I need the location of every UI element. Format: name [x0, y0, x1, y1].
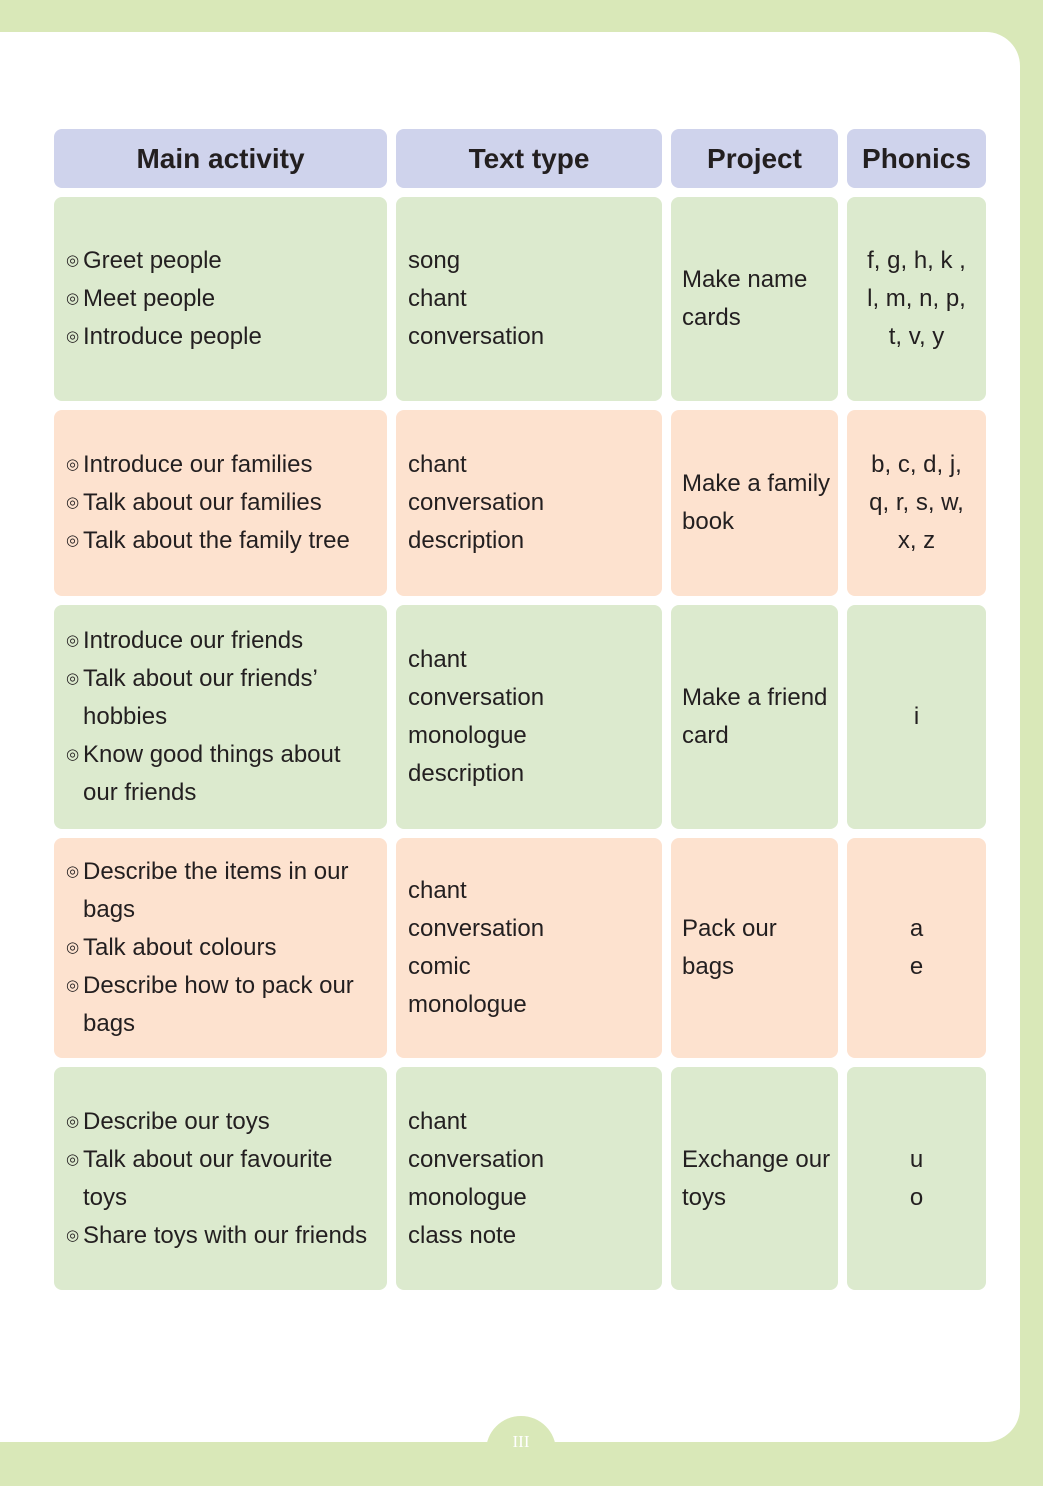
project-line: Pack our bags — [682, 915, 777, 980]
activity-item — [66, 522, 381, 560]
activity-text: Introduce our friends — [83, 627, 304, 654]
text-type-item: chant — [408, 877, 467, 904]
project-line: Exchange our — [682, 1145, 831, 1173]
text-type-item: chant — [408, 285, 467, 312]
activity-text: Talk about our favourite toys — [83, 1145, 333, 1211]
phonics-cell — [847, 838, 986, 1058]
activity-cell — [54, 197, 387, 401]
activity-text: Know good things about our friends — [83, 741, 341, 806]
phonics-cell — [847, 410, 986, 596]
text-type-item: song — [408, 247, 461, 274]
activity-text: Share toys with our friends — [83, 1221, 368, 1249]
project-line: card — [682, 722, 729, 749]
activity-item — [66, 622, 381, 660]
project-line: Make a family — [682, 470, 831, 497]
bullet-icon: ◎ — [66, 632, 80, 649]
header-text-type: Text type — [396, 129, 662, 188]
phonics-line: o — [909, 1183, 924, 1211]
project-cell — [671, 1067, 838, 1290]
text-type-item: description — [408, 760, 525, 787]
activity-item — [66, 484, 381, 522]
phonics-line: q, r, s, w, — [869, 489, 964, 516]
header-main-activity: Main activity — [54, 129, 387, 188]
bullet-icon: ◎ — [66, 456, 80, 473]
header-phonics: Phonics — [847, 129, 986, 188]
text-type-item: conversation — [408, 323, 545, 350]
phonics-line: u — [909, 1145, 924, 1173]
activity-cell — [54, 838, 387, 1058]
text-type-item: chant — [408, 646, 467, 673]
project-cell — [671, 410, 838, 596]
project-line: book — [682, 508, 735, 535]
activity-text: Talk about colours — [83, 934, 277, 961]
activity-item — [66, 242, 381, 280]
page-number: III — [486, 1416, 556, 1486]
activity-text: Describe the items in our bags — [83, 858, 349, 923]
phonics-line: b, c, d, j, — [871, 451, 962, 478]
bullet-icon: ◎ — [66, 532, 80, 549]
header-project: Project — [671, 129, 838, 188]
project-cell — [671, 605, 838, 829]
curriculum-table — [54, 129, 986, 1290]
activity-text: Introduce our families — [83, 451, 313, 478]
activity-item — [66, 660, 381, 736]
bullet-icon: ◎ — [66, 977, 80, 994]
activity-cell — [54, 605, 387, 829]
bullet-icon: ◎ — [66, 746, 80, 763]
activity-text: Meet people — [83, 285, 216, 312]
bullet-icon: ◎ — [66, 670, 80, 687]
text-type-cell — [396, 410, 662, 596]
text-type-item: monologue — [408, 1183, 527, 1211]
activity-item — [66, 736, 381, 812]
activity-text: Talk about the family tree — [83, 527, 350, 554]
activity-cell — [54, 1067, 387, 1290]
bullet-icon: ◎ — [66, 1150, 80, 1168]
phonics-cell — [847, 197, 986, 401]
activity-item — [66, 446, 381, 484]
bullet-icon: ◎ — [66, 328, 80, 345]
text-type-item: monologue — [408, 722, 527, 749]
text-type-cell — [396, 197, 662, 401]
phonics-line: e — [909, 953, 924, 980]
activity-item — [66, 929, 381, 967]
text-type-item: chant — [408, 1107, 467, 1135]
text-type-item: description — [408, 527, 525, 554]
bullet-icon: ◎ — [66, 863, 80, 880]
phonics-line: f, g, h, k , — [867, 247, 966, 274]
bullet-icon: ◎ — [66, 1226, 80, 1244]
activity-item — [66, 853, 381, 929]
activity-text: Talk about our families — [83, 489, 322, 516]
text-type-cell — [396, 1067, 662, 1290]
text-type-cell — [396, 605, 662, 829]
activity-text: Greet people — [83, 247, 222, 274]
phonics-line: a — [909, 915, 924, 942]
text-type-item: chant — [408, 451, 467, 478]
activity-text: Describe our toys — [83, 1107, 270, 1135]
project-line: Make name — [682, 266, 808, 293]
activity-item — [66, 1141, 381, 1217]
bullet-icon: ◎ — [66, 290, 80, 307]
project-line: cards — [682, 304, 741, 331]
text-type-item: conversation — [408, 684, 545, 711]
project-cell — [671, 838, 838, 1058]
text-type-item: monologue — [408, 991, 527, 1018]
text-type-item: conversation — [408, 1145, 545, 1173]
text-type-item: comic — [408, 953, 471, 980]
phonics-cell — [847, 605, 986, 829]
activity-item — [66, 1103, 381, 1141]
phonics-line: t, v, y — [888, 323, 945, 350]
text-type-item: class note — [408, 1221, 517, 1249]
project-line: toys — [682, 1183, 727, 1211]
project-line: Make a friend — [682, 684, 828, 711]
activity-item — [66, 280, 381, 318]
activity-text: Talk about our friends’ hobbies — [83, 665, 317, 730]
text-type-item: conversation — [408, 915, 545, 942]
bullet-icon: ◎ — [66, 252, 80, 269]
activity-text: Introduce people — [83, 323, 262, 350]
phonics-line: l, m, n, p, — [867, 285, 966, 312]
activity-text: Describe how to pack our bags — [83, 972, 354, 1037]
activity-item — [66, 1217, 381, 1255]
text-type-cell — [396, 838, 662, 1058]
phonics-line: x, z — [897, 527, 936, 554]
phonics-line: i — [913, 703, 920, 730]
bullet-icon: ◎ — [66, 939, 80, 956]
bullet-icon: ◎ — [66, 494, 80, 511]
phonics-cell — [847, 1067, 986, 1290]
activity-cell — [54, 410, 387, 596]
activity-item — [66, 967, 381, 1043]
bullet-icon: ◎ — [66, 1112, 80, 1130]
text-type-item: conversation — [408, 489, 545, 516]
project-cell — [671, 197, 838, 401]
activity-item — [66, 318, 381, 356]
